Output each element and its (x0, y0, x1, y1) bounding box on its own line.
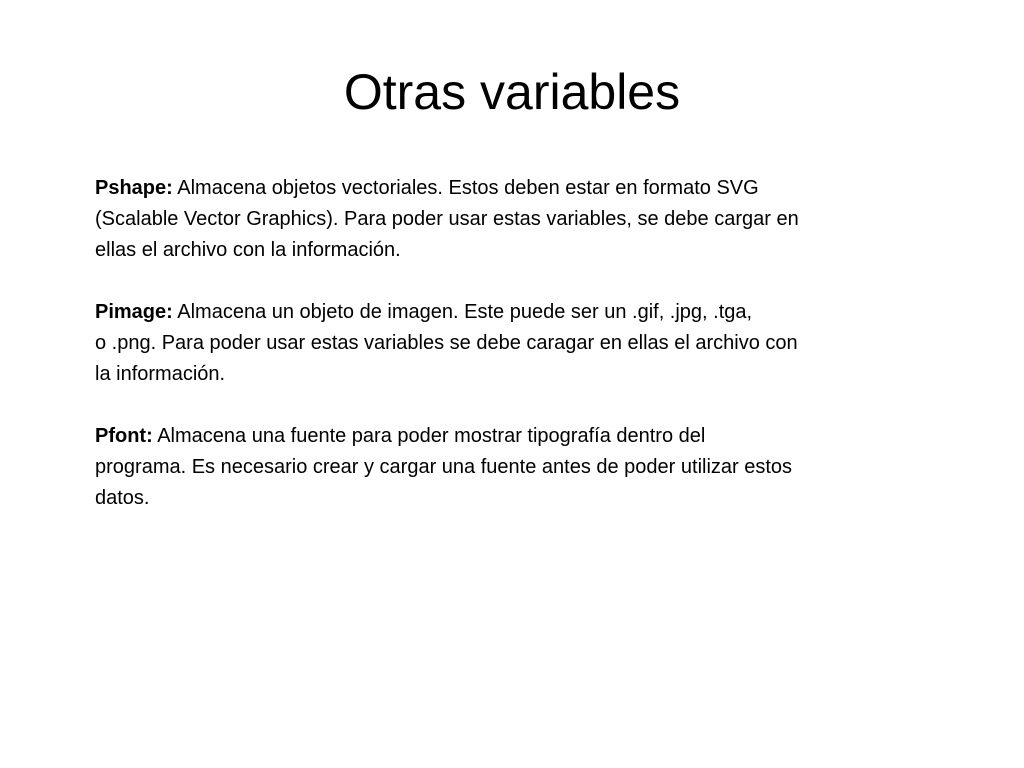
paragraph-line: la información. (95, 363, 226, 385)
paragraph-pfont (95, 421, 925, 514)
slide-title: Otras variables (343, 64, 681, 120)
paragraph-line: ellas el archivo con la información. (95, 239, 401, 261)
paragraph-line: Almacena una fuente para poder mostrar tipografía dentro del (157, 425, 706, 447)
paragraph-line: o .png. Para poder usar estas variables se debe caragar en ellas el archivo con (95, 332, 798, 354)
term-pshape: Pshape: (95, 177, 173, 199)
paragraph-line: (Scalable Vector Graphics). Para poder usar estas variables, se debe cargar en (95, 208, 799, 230)
term-pimage: Pimage: (95, 301, 173, 323)
paragraph-line: Almacena un objeto de imagen. Este puede ser un .gif, .jpg, .tga, (177, 301, 753, 323)
term-pfont: Pfont: (95, 425, 153, 447)
paragraph-line: Almacena objetos vectoriales. Estos deben estar en formato SVG (177, 177, 759, 199)
paragraph-line: programa. Es necesario crear y cargar una fuente antes de poder utilizar estos (95, 456, 793, 478)
slide-body (95, 173, 925, 545)
paragraph-line: datos. (95, 487, 150, 509)
paragraph-pshape (95, 173, 925, 266)
paragraph-pimage (95, 297, 925, 390)
